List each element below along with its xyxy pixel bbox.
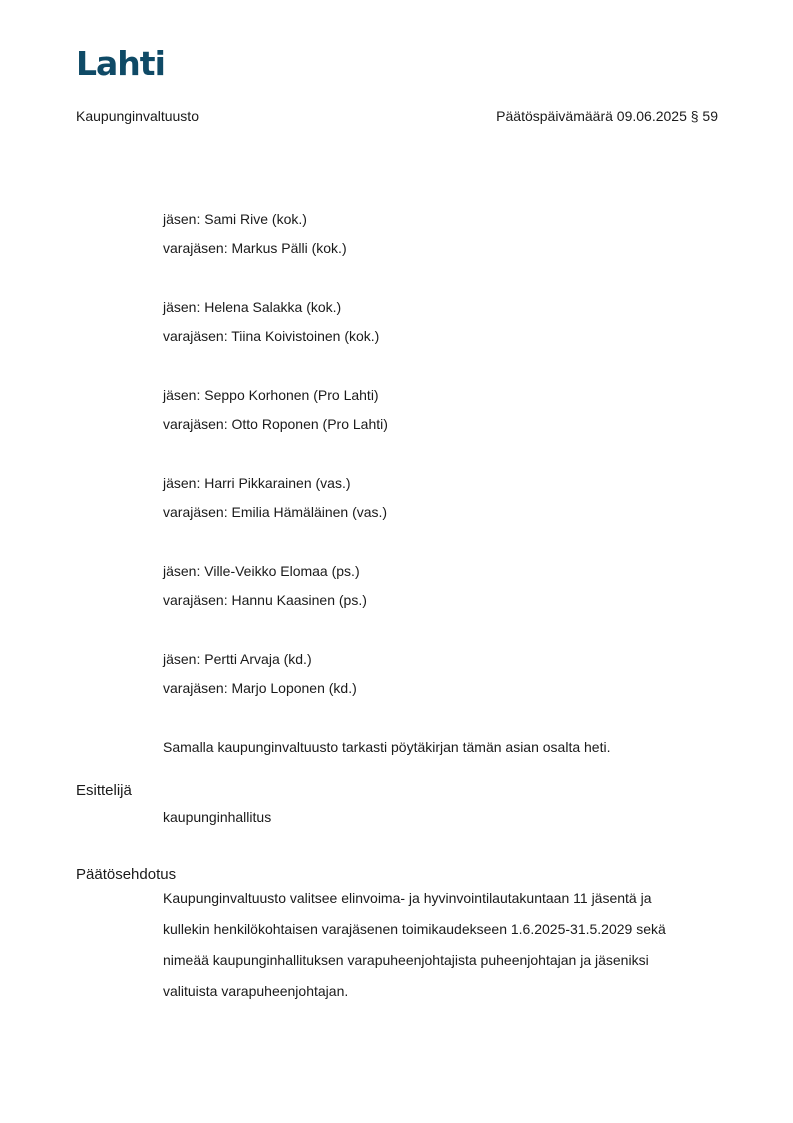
deputy-entry: varajäsen: Otto Roponen (Pro Lahti): [163, 416, 388, 432]
proposal-line: valituista varapuheenjohtajan.: [163, 983, 349, 999]
deputy-entry: varajäsen: Marjo Loponen (kd.): [163, 680, 357, 696]
member-entry: jäsen: Seppo Korhonen (Pro Lahti): [163, 387, 379, 403]
deputy-entry: varajäsen: Hannu Kaasinen (ps.): [163, 592, 367, 608]
deputy-entry: varajäsen: Tiina Koivistoinen (kok.): [163, 328, 380, 344]
lahti-logo: Lahti: [76, 44, 165, 83]
proposal-line: nimeää kaupunginhallituksen varapuheenjohtajista puheenjohtajan ja jäseniksi: [163, 952, 649, 968]
decision-date-section: Päätöspäivämäärä 09.06.2025 § 59: [496, 108, 718, 124]
member-entry: jäsen: Pertti Arvaja (kd.): [163, 651, 312, 667]
deputy-entry: varajäsen: Emilia Hämäläinen (vas.): [163, 504, 388, 520]
proposal-line: kullekin henkilökohtaisen varajäsenen toimikaudekseen 1.6.2025-31.5.2029 sekä: [163, 921, 666, 937]
proposal-line: Kaupunginvaltuusto valitsee elinvoima- ja hyvinvointilautakuntaan 11 jäsentä ja: [163, 890, 652, 906]
proposal-text: [163, 889, 723, 1013]
presenter-value: kaupunginhallitus: [163, 809, 272, 825]
member-entry: jäsen: Ville-Veikko Elomaa (ps.): [163, 563, 360, 579]
member-entry: jäsen: Harri Pikkarainen (vas.): [163, 475, 351, 491]
proposal-heading: Päätösehdotus: [76, 866, 177, 883]
document-body-name: Kaupunginvaltuusto: [76, 108, 199, 124]
member-entry: jäsen: Sami Rive (kok.): [163, 211, 307, 227]
closing-statement: Samalla kaupunginvaltuusto tarkasti pöytäkirjan tämän asian osalta heti.: [163, 739, 611, 755]
presenter-heading: Esittelijä: [76, 782, 132, 799]
deputy-entry: varajäsen: Markus Pälli (kok.): [163, 240, 347, 256]
member-entry: jäsen: Helena Salakka (kok.): [163, 299, 342, 315]
